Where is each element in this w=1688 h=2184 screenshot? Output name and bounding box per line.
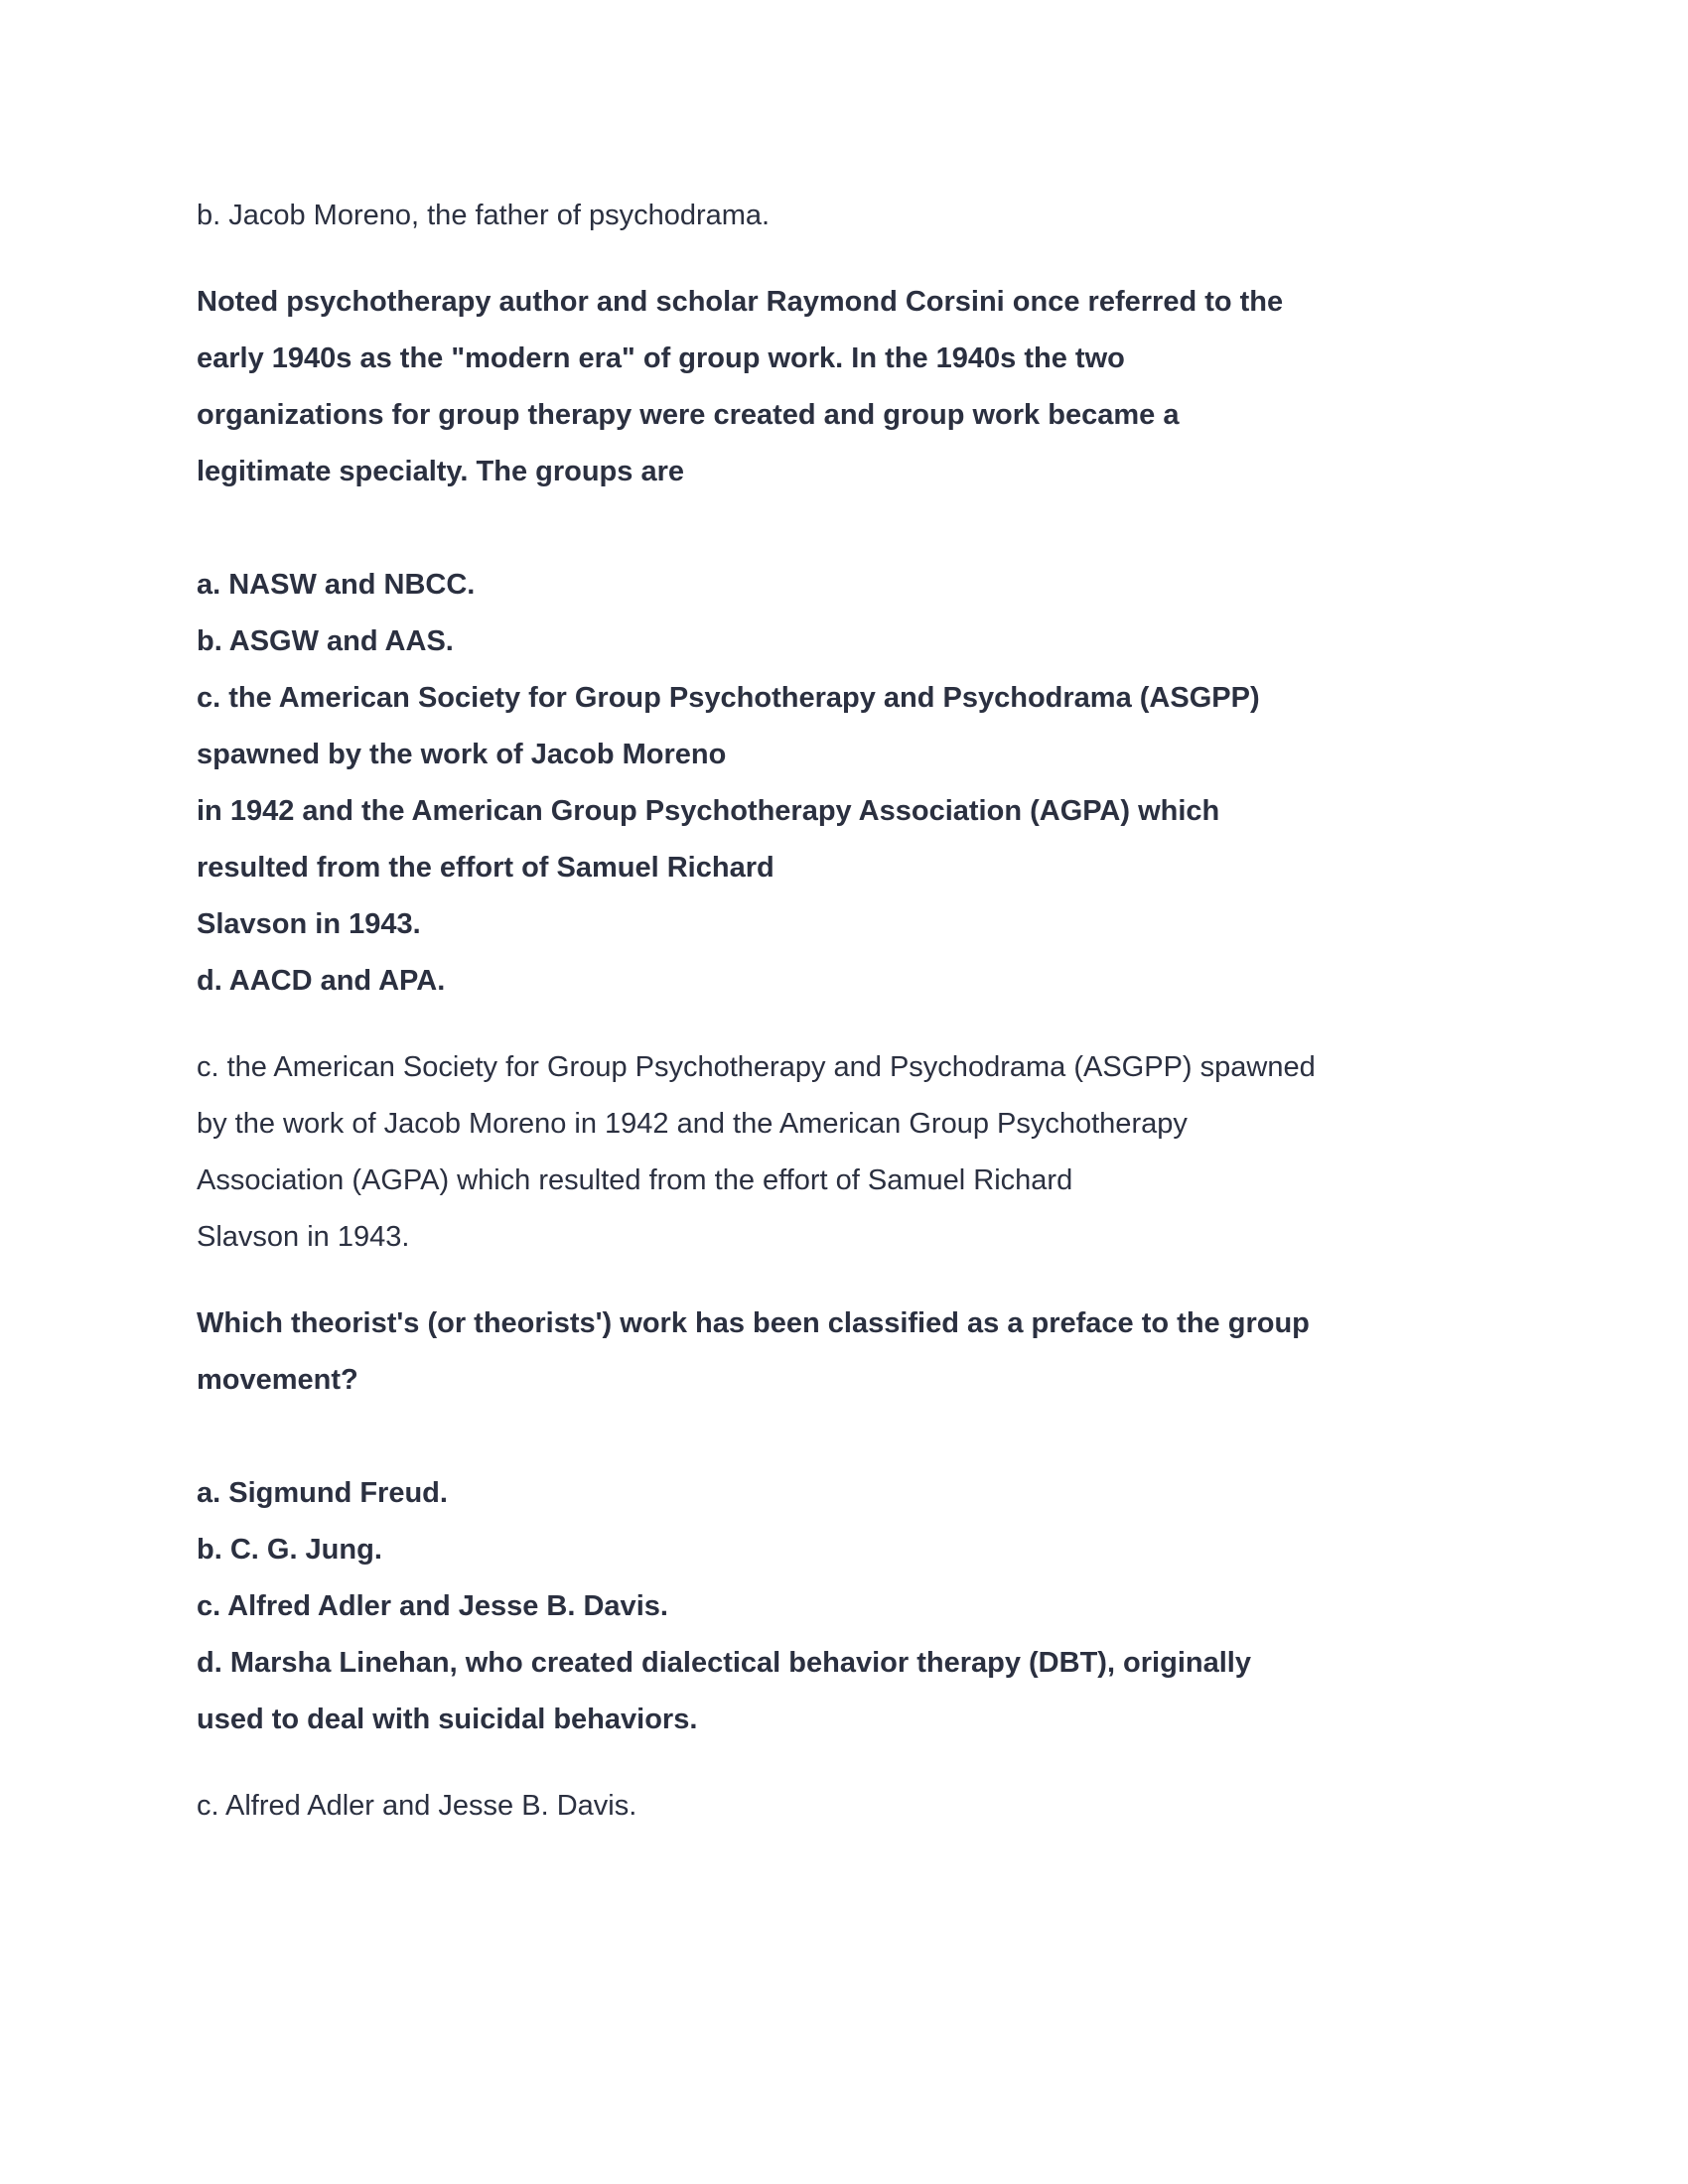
option-c: c. Alfred Adler and Jesse B. Davis.	[197, 1590, 668, 1622]
option-c-cont: Slavson in 1943.	[197, 908, 421, 940]
option-a: a. Sigmund Freud.	[197, 1477, 448, 1509]
question-stem	[197, 1296, 1316, 1409]
answer-line: c. the American Society for Group Psychotherapy and Psychodrama (ASGPP) spawned	[197, 1051, 1316, 1083]
question-options	[197, 557, 1316, 1010]
answer-1	[197, 1039, 1316, 1266]
answer-line: by the work of Jacob Moreno in 1942 and the American Group Psychotherapy	[197, 1108, 1188, 1140]
answer-2	[197, 1778, 1316, 1835]
stem-line: organizations for group therapy were created and group work became a	[197, 399, 1180, 431]
answer-line: b. Jacob Moreno, the father of psychodrama.	[197, 200, 771, 231]
option-c-cont: spawned by the work of Jacob Moreno	[197, 739, 727, 770]
answer-line: Slavson in 1943.	[197, 1221, 410, 1253]
option-b: b. C. G. Jung.	[197, 1534, 382, 1566]
option-c: c. the American Society for Group Psychotherapy and Psychodrama (ASGPP)	[197, 682, 1260, 714]
option-c-cont: resulted from the effort of Samuel Richard	[197, 852, 774, 884]
question-1	[197, 274, 1316, 1010]
previous-answer	[197, 188, 1316, 244]
option-a: a. NASW and NBCC.	[197, 569, 476, 601]
option-c-cont: in 1942 and the American Group Psychotherapy Association (AGPA) which	[197, 795, 1220, 827]
question-stem	[197, 274, 1316, 500]
option-d-cont: used to deal with suicidal behaviors.	[197, 1704, 698, 1735]
answer-line: Association (AGPA) which resulted from the effort of Samuel Richard	[197, 1164, 1073, 1196]
option-d: d. AACD and APA.	[197, 965, 446, 997]
stem-line: legitimate specialty. The groups are	[197, 456, 685, 487]
option-b: b. ASGW and AAS.	[197, 625, 454, 657]
stem-line: Noted psychotherapy author and scholar Raymond Corsini once referred to the	[197, 286, 1284, 318]
stem-line: Which theorist's (or theorists') work has been classified as a preface to the group	[197, 1307, 1310, 1339]
document-page	[197, 188, 1316, 1835]
question-options	[197, 1465, 1316, 1748]
stem-line: movement?	[197, 1364, 358, 1396]
option-d: d. Marsha Linehan, who created dialectical behavior therapy (DBT), originally	[197, 1647, 1251, 1679]
question-2	[197, 1296, 1316, 1748]
stem-line: early 1940s as the "modern era" of group work. In the 1940s the two	[197, 342, 1125, 374]
answer-line: c. Alfred Adler and Jesse B. Davis.	[197, 1790, 637, 1822]
